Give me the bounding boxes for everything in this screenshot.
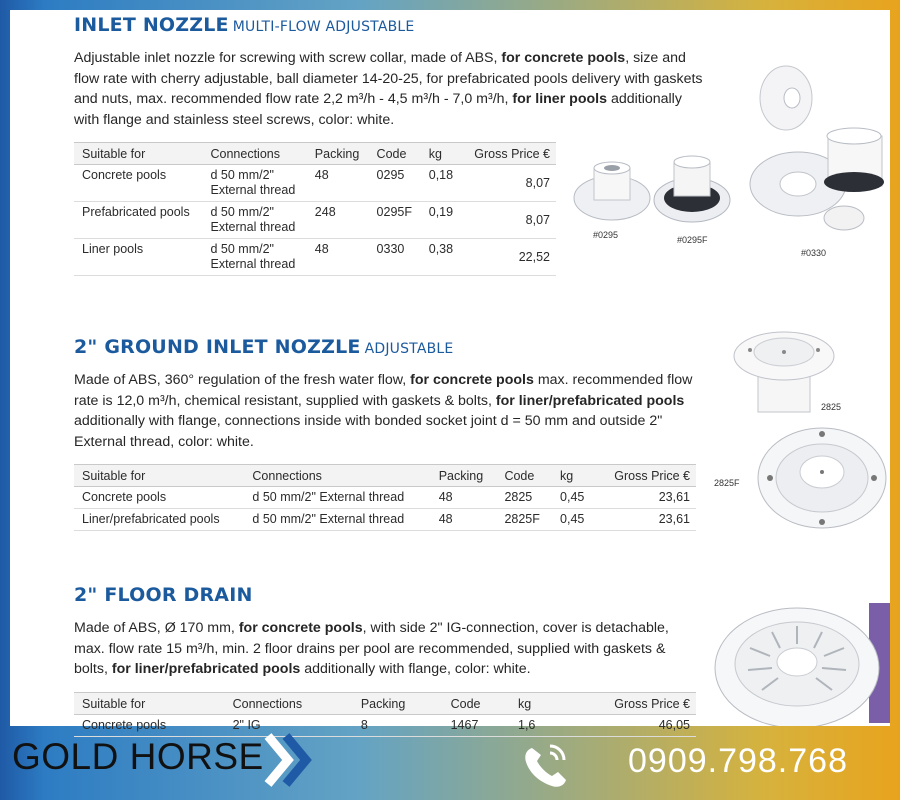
- description-text: additionally with flange, color: white.: [300, 661, 531, 678]
- table-row: [74, 202, 556, 239]
- section-title: 2" GROUND INLET NOZZLE ADJUSTABLE: [74, 336, 454, 358]
- table-cell: 2825: [496, 487, 552, 509]
- table-cell: 0,19: [421, 202, 461, 239]
- description-emphasis: for concrete pools: [501, 50, 626, 66]
- column-header: kg: [552, 465, 595, 487]
- table-cell: Concrete pools: [74, 714, 225, 736]
- section-floor-drain: [74, 584, 714, 737]
- description-text: additionally with flange and stainless steel screws, color: white.: [74, 91, 682, 128]
- column-header: Suitable for: [74, 465, 244, 487]
- description-text: Adjustable inlet nozzle for screwing with screw collar, made of ABS,: [74, 50, 502, 66]
- column-header: Gross Price €: [595, 465, 696, 487]
- section-ground-inlet-nozzle: [74, 336, 714, 531]
- brand-name: GOLD HORSE: [12, 736, 264, 777]
- product-image-0295: [572, 150, 652, 230]
- table-cell: 1,6: [510, 714, 558, 736]
- table-cell: 8: [353, 714, 443, 736]
- table-cell: 46,05: [558, 714, 696, 736]
- table-row: [74, 509, 696, 531]
- product-image-2825F: [756, 426, 888, 530]
- column-header: Connections: [203, 143, 307, 165]
- table-cell: 2825F: [496, 509, 552, 531]
- table-row: [74, 165, 556, 202]
- table-header-row: [74, 692, 696, 714]
- column-header: kg: [510, 692, 558, 714]
- column-header: Suitable for: [74, 143, 203, 165]
- column-header: Connections: [225, 692, 353, 714]
- table-cell: d 50 mm/2" External thread: [244, 487, 430, 509]
- description-emphasis: for concrete pools: [410, 372, 534, 388]
- table-cell: 0,45: [552, 509, 595, 531]
- description-emphasis: for liner pools: [512, 91, 607, 108]
- column-header: Suitable for: [74, 692, 225, 714]
- table-cell: Liner/prefabricated pools: [74, 509, 244, 531]
- table-cell: 48: [307, 239, 369, 276]
- table-cell: d 50 mm/2" External thread: [203, 165, 307, 202]
- table-cell: 0330: [369, 239, 421, 276]
- table-cell: d 50 mm/2" External thread: [244, 509, 430, 531]
- phone-icon: [520, 740, 576, 790]
- table-cell: 48: [431, 509, 497, 531]
- table-cell: 8,07: [461, 202, 556, 239]
- column-header: Gross Price €: [461, 143, 556, 165]
- phone-number: 0909.798.768: [628, 742, 848, 780]
- column-header: Packing: [307, 143, 369, 165]
- column-header: Gross Price €: [558, 692, 696, 714]
- table-row: [74, 487, 696, 509]
- column-header: Code: [443, 692, 510, 714]
- table-cell: 48: [431, 487, 497, 509]
- column-header: Code: [369, 143, 421, 165]
- image-caption: 2825: [821, 402, 842, 412]
- spec-table: [74, 142, 556, 276]
- section-description: [74, 370, 699, 452]
- chevron-double-right-icon: [262, 730, 314, 790]
- product-image-0295F: [652, 152, 732, 232]
- table-cell: 8,07: [461, 165, 556, 202]
- table-cell: 0,38: [421, 239, 461, 276]
- column-header: Connections: [244, 465, 430, 487]
- table-cell: Prefabricated pools: [74, 202, 203, 239]
- table-cell: 23,61: [595, 487, 696, 509]
- section-title: 2" FLOOR DRAIN: [74, 584, 253, 606]
- description-emphasis: for liner/prefabricated pools: [495, 392, 685, 409]
- product-image-floor-drain: [712, 604, 882, 726]
- product-image-2825: [730, 322, 838, 414]
- table-cell: d 50 mm/2" External thread: [203, 202, 307, 239]
- description-text: Made of ABS, 360° regulation of the fresh water flow,: [74, 372, 411, 388]
- table-cell: 1467: [443, 714, 510, 736]
- image-caption: #0295: [593, 230, 619, 240]
- description-emphasis: for liner/prefabricated pools: [111, 661, 301, 678]
- table-cell: 23,61: [595, 509, 696, 531]
- table-cell: Concrete pools: [74, 165, 203, 202]
- table-cell: 0,45: [552, 487, 595, 509]
- column-header: kg: [421, 143, 461, 165]
- table-header-row: [74, 143, 556, 165]
- section-description: [74, 618, 699, 680]
- description-emphasis: for concrete pools: [238, 620, 363, 636]
- description-text: additionally with flange, connections inside with bonded socket joint d = 50 mm and outside 2" External thread, color: white.: [74, 413, 663, 450]
- section-title: INLET NOZZLE MULTI-FLOW ADJUSTABLE: [74, 14, 415, 36]
- table-cell: Concrete pools: [74, 487, 244, 509]
- table-cell: 0295: [369, 165, 421, 202]
- table-cell: 248: [307, 202, 369, 239]
- section-description: [74, 48, 704, 130]
- image-caption: 2825F: [714, 478, 740, 488]
- spec-table: [74, 464, 696, 531]
- description-text: Made of ABS, Ø 170 mm,: [74, 620, 239, 636]
- table-header-row: [74, 465, 696, 487]
- table-cell: 2" IG: [225, 714, 353, 736]
- table-cell: 48: [307, 165, 369, 202]
- column-header: Code: [496, 465, 552, 487]
- table-cell: Liner pools: [74, 239, 203, 276]
- table-cell: 22,52: [461, 239, 556, 276]
- description-text: max. recommended flow rate is 12,0 m³/h, chemical resistant, supplied with gaskets & bolts,: [74, 372, 693, 409]
- image-caption: #0330: [801, 248, 827, 258]
- table-row: [74, 239, 556, 276]
- column-header: Packing: [431, 465, 497, 487]
- table-cell: 0,18: [421, 165, 461, 202]
- table-cell: 0295F: [369, 202, 421, 239]
- description-text: , with side 2" IG-connection, cover is detachable, max. flow rate 15 m³/h, min. 2 floor drains per pool are recommended, supplied with gaskets & bolts,: [74, 620, 669, 678]
- description-text: , size and flow rate with cherry adjustable, ball diameter 14-20-25, for prefabricated pools delivery with gaskets and nuts, max. recommended flow rate 2,2 m³/h - 4,5 m³/h - 7,0 m³/h,: [74, 50, 703, 108]
- column-header: Packing: [353, 692, 443, 714]
- image-caption: #0295F: [677, 235, 708, 245]
- table-cell: d 50 mm/2" External thread: [203, 239, 307, 276]
- product-image-0330: [748, 58, 888, 238]
